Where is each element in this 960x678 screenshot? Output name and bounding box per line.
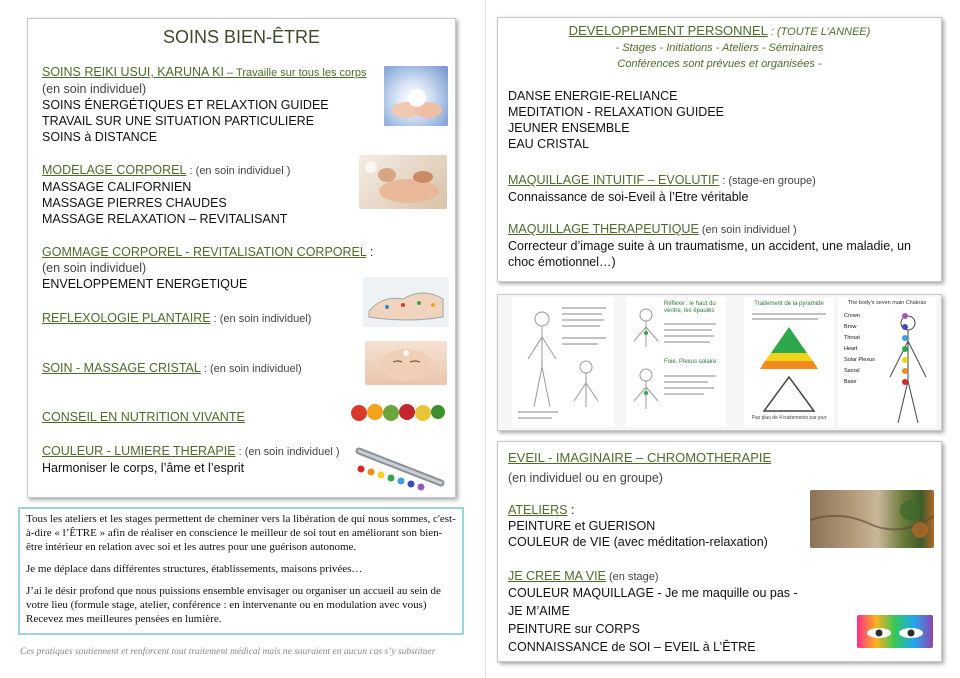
- couleur-note: : (en soin individuel ): [235, 446, 340, 458]
- reiki-heading-suffix: – Travaille sur tous les corps: [224, 67, 367, 79]
- ateliers-item: COULEUR de VIE (avec méditation-relaxation): [508, 535, 768, 549]
- modelage-heading: MODELAGE CORPOREL: [42, 163, 187, 177]
- dev-title-row: [498, 23, 941, 38]
- jecree-item: JE M’AIME: [508, 604, 570, 618]
- soins-panel: [27, 18, 456, 498]
- chakra-label: Heart: [844, 346, 858, 352]
- gommage-heading: GOMMAGE CORPOREL - REVITALISATION CORPOREL: [42, 245, 367, 259]
- chakra-dot: [902, 324, 908, 330]
- eveil-title: EVEIL - IMAGINAIRE – CHROMOTHERAPIE: [508, 450, 772, 465]
- jecree-item: PEINTURE sur CORPS: [508, 622, 640, 636]
- dev-subtitle: Conférences sont prévues et organisées -: [617, 58, 822, 70]
- reflexologie-heading: REFLEXOLOGIE PLANTAIRE: [42, 311, 211, 325]
- jecree-section: [508, 568, 798, 655]
- maquillage-therapeutique-section: [508, 221, 911, 270]
- page-title: SOINS BIEN-ÊTRE: [162, 27, 321, 47]
- modelage-section: [42, 162, 290, 227]
- maquillage-therapeutique-text: choc émotionnel…): [508, 255, 616, 269]
- maquillage-therapeutique-note: (en soin individuel ): [698, 224, 797, 236]
- intro-paragraph: Je me déplace dans différentes structures, établissements, maisons privées…: [26, 563, 363, 575]
- ateliers-section: [508, 502, 768, 550]
- chakra-dot: [902, 368, 908, 374]
- pyramid-chart-image: [744, 297, 834, 427]
- developpement-panel: [497, 17, 942, 282]
- dev-title: DEVELOPPEMENT PERSONNEL: [568, 23, 768, 38]
- ateliers-colon: :: [567, 503, 575, 517]
- fruits-vegetables-image: [349, 399, 447, 423]
- jecree-note: (en stage): [605, 571, 659, 583]
- modelage-item: MASSAGE RELAXATION – REVITALISANT: [42, 212, 288, 226]
- reflex-chart-subtitle: Foie, Plexus solaire :: [664, 359, 720, 365]
- dev-subtitle: - Stages - Initiations - Ateliers - Séminaires: [615, 42, 824, 54]
- massage-image: [359, 155, 447, 209]
- modelage-note: : (en soin individuel ): [186, 165, 291, 177]
- pyramid-chart-title: Traitement de la pyramide: [754, 301, 824, 307]
- gommage-item: ENVELOPPEMENT ENERGETIQUE: [42, 277, 248, 291]
- intro-paragraph: J’ai le désir profond que nous puissions ensemble envisager ou organiser un accueil au sein de votre lieu (formule stage, atelier, conférence : en intervenante ou en modulation avec vous) Recevez mes meilleures pensées en lumière.: [26, 585, 441, 625]
- dev-item: DANSE ENERGIE-RELIANCE: [508, 89, 678, 103]
- couleur-heading: COULEUR - LUMIERE THERAPIE: [42, 444, 236, 458]
- chakra-label: Brow: [844, 324, 857, 330]
- reiki-section: [42, 64, 366, 145]
- jecree-item: COULEUR MAQUILLAGE - Je me maquille ou pas -: [508, 586, 798, 600]
- maquillage-therapeutique-text: Correcteur d’image suite à un traumatisme, un accident, une maladie, un: [508, 239, 911, 253]
- chakra-list: [844, 311, 934, 388]
- reiki-item: TRAVAIL SUR UNE SITUATION PARTICULIERE: [42, 114, 315, 128]
- chakra-label: Crown: [844, 313, 860, 319]
- nutrition-heading: CONSEIL EN NUTRITION VIVANTE: [42, 410, 245, 424]
- maquillage-intuitif-text: Connaissance de soi-Eveil à l’Etre véritable: [508, 190, 749, 204]
- cristal-section: [42, 360, 302, 377]
- chakra-label: Throat: [844, 335, 860, 341]
- chakra-row: [844, 366, 934, 377]
- chakra-row: [844, 344, 934, 355]
- chakra-row: [844, 355, 934, 366]
- reflex-chart-title: Réflexe : le haut du ventre, les épaules: [664, 301, 716, 314]
- chakra-dot: [902, 379, 908, 385]
- eveil-note: (en individuel ou en groupe): [508, 471, 663, 485]
- intro-paragraph: Tous les ateliers et les stages permettent de cheminer vers la libération de qui nous sommes, c'est-à-dire « l’ÊTRE » afin de réaliser en conscience le meilleur de soi tout en améliorant son bien-être intérieur en relation avec soi et les autres pour une guérison autonome.: [26, 513, 456, 553]
- page-fold-divider: [485, 0, 486, 678]
- body-chart-image: [512, 297, 614, 427]
- dev-item: JEUNER ENSEMBLE: [508, 121, 630, 135]
- ateliers-heading: ATELIERS: [508, 503, 568, 517]
- reflexologie-section: [42, 310, 311, 327]
- chakra-dot: [902, 335, 908, 341]
- modelage-item: MASSAGE PIERRES CHAUDES: [42, 196, 227, 210]
- chakra-label: Base: [844, 379, 857, 385]
- footer-disclaimer: Ces pratiques soutiennent et renforcent tout traitement médical mais ne sauraient en aucun cas s’y substituer: [20, 647, 436, 657]
- color-light-pen-image: [349, 441, 447, 493]
- maquillage-intuitif-heading: MAQUILLAGE INTUITIF – EVOLUTIF: [508, 173, 720, 187]
- foot-reflexology-image: [363, 277, 449, 327]
- pyramid-chart-footer: Pas plus de 4 traitements par jour: [751, 415, 827, 421]
- chakra-row: [844, 322, 934, 333]
- reiki-note: (en soin individuel): [42, 82, 147, 96]
- intro-text-box: [18, 507, 464, 635]
- chakra-dot: [902, 346, 908, 352]
- chakra-chart-title: The body's seven main Chakras: [847, 300, 927, 306]
- jecree-heading: JE CREE MA VIE: [508, 569, 606, 583]
- reflex-chart-image: [626, 297, 726, 427]
- reflexologie-note: : (en soin individuel): [210, 313, 312, 325]
- chakra-dot: [902, 313, 908, 319]
- dev-item: EAU CRISTAL: [508, 137, 590, 151]
- chakra-label: Sacral: [844, 368, 860, 374]
- chakra-row: [844, 311, 934, 322]
- crystal-face-image: [365, 341, 447, 385]
- gommage-colon: :: [366, 245, 374, 259]
- diagrams-panel: [497, 294, 942, 431]
- eye-makeup-image: [857, 615, 933, 648]
- dev-item: MEDITATION - RELAXATION GUIDEE: [508, 105, 724, 119]
- reiki-heading: SOINS REIKI USUI, KARUNA KI: [42, 65, 224, 79]
- gommage-section: [42, 244, 373, 292]
- chakra-row: [844, 333, 934, 344]
- ateliers-item: PEINTURE et GUERISON: [508, 519, 656, 533]
- maquillage-intuitif-section: [508, 172, 816, 205]
- jecree-item: CONNAISSANCE de SOI – EVEIL à L’ÊTRE: [508, 640, 756, 654]
- reiki-hands-image: [384, 66, 448, 126]
- nutrition-section: [42, 409, 245, 425]
- modelage-item: MASSAGE CALIFORNIEN: [42, 180, 192, 194]
- chakra-dot: [902, 357, 908, 363]
- chakra-chart-image: [838, 297, 936, 427]
- maquillage-therapeutique-heading: MAQUILLAGE THERAPEUTIQUE: [508, 222, 699, 236]
- maquillage-intuitif-note: : (stage-en groupe): [719, 175, 816, 187]
- couleur-section: [42, 443, 340, 476]
- cristal-note: : (en soin individuel): [200, 363, 302, 375]
- couleur-text: Harmoniser le corps, l’âme et l’esprit: [42, 461, 245, 475]
- eveil-panel: [497, 441, 942, 662]
- reiki-item: SOINS ÉNERGÉTIQUES ET RELAXTION GUIDEE: [42, 98, 329, 112]
- chakra-row: [844, 377, 934, 388]
- chakra-label: Solar Plexus: [844, 357, 875, 363]
- dev-title-suffix: : (TOUTE L’ANNEE): [767, 26, 871, 38]
- painting-image: [810, 490, 934, 548]
- cristal-heading: SOIN - MASSAGE CRISTAL: [42, 361, 201, 375]
- dev-list: [508, 88, 724, 152]
- reiki-item: SOINS à DISTANCE: [42, 130, 158, 144]
- gommage-note: (en soin individuel): [42, 261, 147, 275]
